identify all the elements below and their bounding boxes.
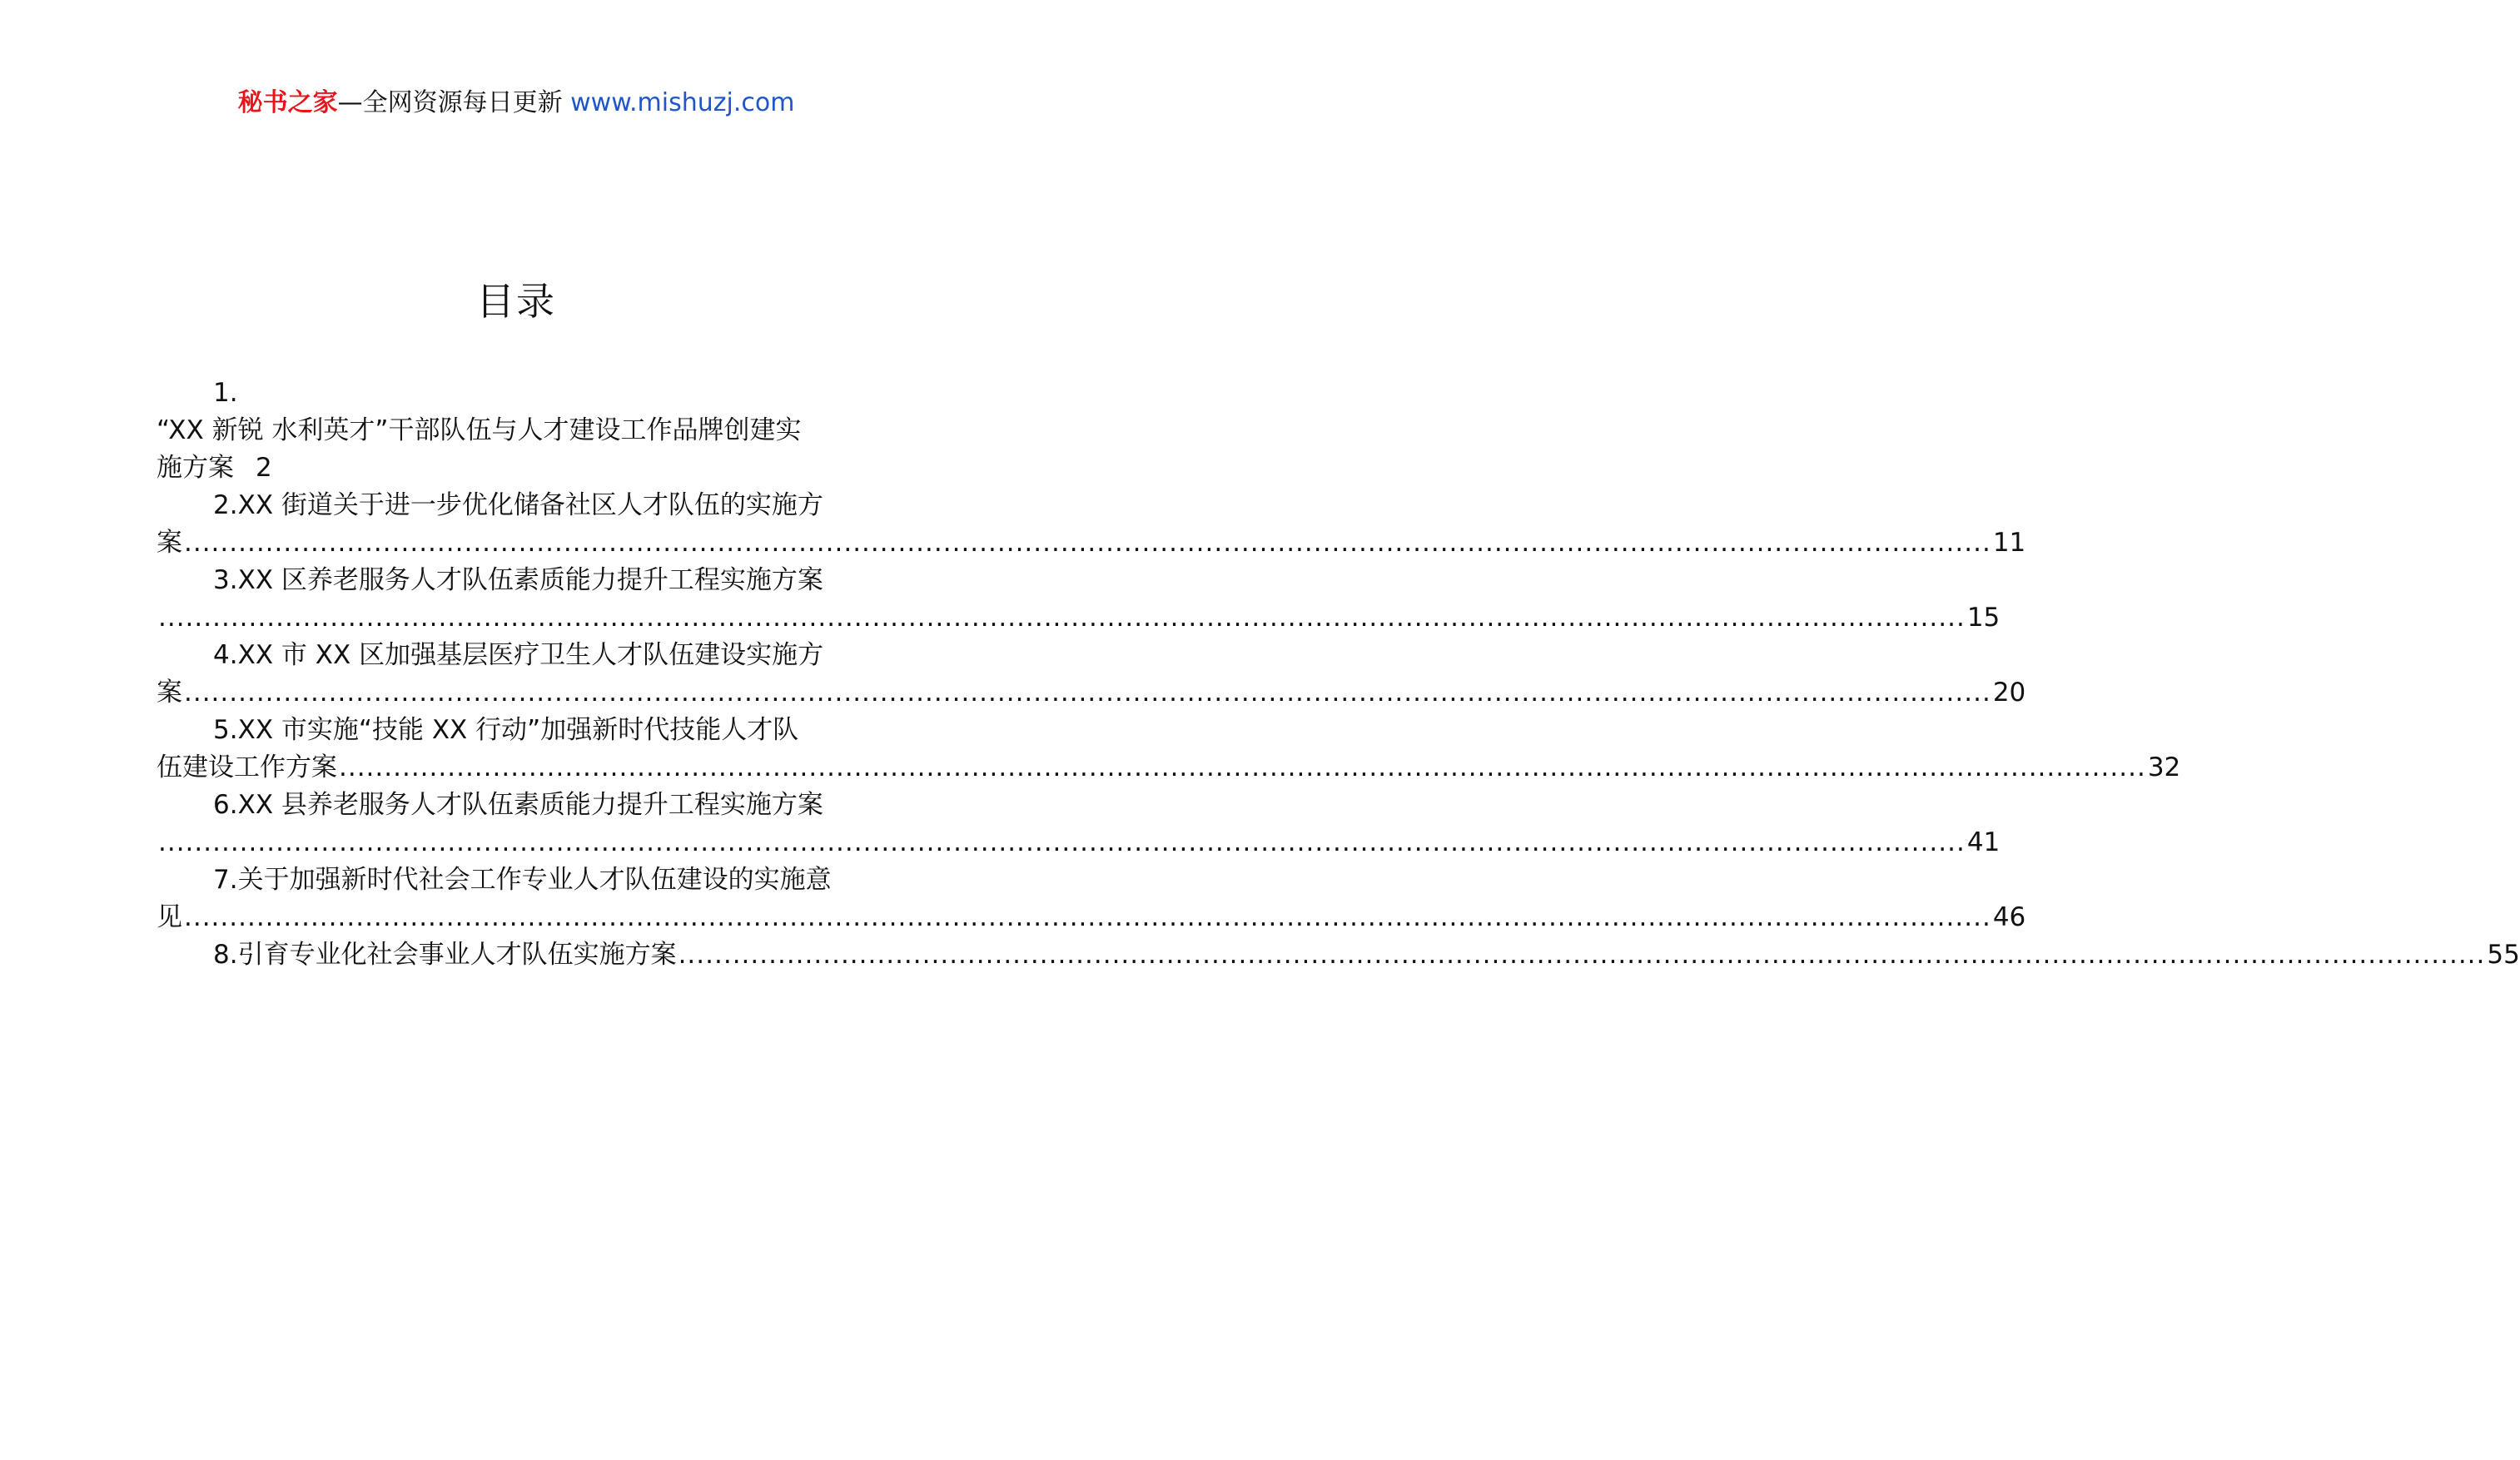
toc-entry-title-cont: 见	[157, 902, 182, 932]
toc-line	[157, 862, 872, 899]
toc-entry-6[interactable]	[157, 787, 2001, 862]
dot-leader: ........................................................................................................................................................................................................	[184, 678, 1991, 708]
toc-page-number: 2	[256, 453, 272, 483]
toc-entry-7[interactable]	[157, 862, 2026, 936]
toc-entry-2[interactable]	[157, 487, 2026, 562]
toc-entry-title-cont: 伍建设工作方案	[157, 752, 337, 782]
toc-line	[157, 824, 2001, 862]
toc-line	[157, 637, 872, 674]
toc-line	[157, 899, 2026, 936]
toc-line	[157, 449, 872, 487]
toc-page-number: 46	[1992, 902, 2026, 932]
toc-entry-title: 7.关于加强新时代社会工作专业人才队伍建设的实施意	[213, 865, 832, 895]
dot-leader: ........................................................................................................................................................................................................	[339, 752, 2146, 782]
dot-leader: ........................................................................................................................................................................................................	[158, 603, 1966, 633]
toc-entry-title-cont: 施方案	[157, 453, 234, 483]
toc-entry-4[interactable]	[157, 637, 2026, 712]
site-url[interactable]: www.mishuzj.com	[570, 88, 795, 117]
toc-page-number: 41	[1966, 827, 2001, 857]
site-header	[0, 87, 1032, 120]
header-slogan: —全网资源每日更新	[337, 88, 571, 117]
toc-entry-title-cont: 案	[157, 678, 182, 708]
toc-line	[157, 524, 2026, 562]
toc-line	[157, 375, 872, 412]
toc-entry-title: 2.XX 街道关于进一步优化储备社区人才队伍的实施方	[213, 490, 823, 520]
toc-entry-title: 6.XX 县养老服务人才队伍素质能力提升工程实施方案	[213, 790, 823, 820]
toc-page-number: 32	[2147, 752, 2181, 782]
dot-leader: ........................................................................................................................................................................................................	[158, 827, 1966, 857]
toc-entry-title: 8.引育专业化社会事业人才队伍实施方案	[213, 940, 677, 970]
toc-line	[157, 562, 872, 599]
toc-line	[157, 674, 2026, 712]
toc-entry-title: 3.XX 区养老服务人才队伍素质能力提升工程实施方案	[213, 565, 823, 595]
brand-name: 秘书之家	[237, 88, 338, 117]
toc-entry-3[interactable]	[157, 562, 2001, 637]
toc-line	[157, 787, 872, 824]
toc-line	[157, 487, 872, 524]
toc-entry-number: 1.	[213, 378, 238, 408]
dot-leader: ........................................................................................................................................................................................................	[678, 940, 2486, 970]
toc-entry-title-cont: 案	[157, 528, 182, 558]
toc-line	[157, 412, 872, 449]
toc-line	[157, 749, 2181, 787]
toc-entry-title: 5.XX 市实施“技能 XX 行动”加强新时代技能人才队	[213, 715, 799, 745]
dot-leader: ........................................................................................................................................................................................................	[184, 902, 1991, 932]
toc-entry-1[interactable]	[157, 375, 872, 487]
toc-page-number: 15	[1966, 603, 2001, 633]
toc-line	[157, 936, 2520, 974]
page-title: 目录	[476, 279, 556, 324]
toc-line	[157, 599, 2001, 637]
toc-page-number: 11	[1992, 528, 2026, 558]
toc-entry-5[interactable]	[157, 712, 2181, 787]
toc-entry-title: 4.XX 市 XX 区加强基层医疗卫生人才队伍建设实施方	[213, 640, 824, 670]
toc-page-number: 55	[2487, 940, 2520, 970]
toc-line	[157, 712, 872, 749]
toc-entry-8[interactable]	[157, 936, 2520, 974]
toc-page-number: 20	[1992, 678, 2026, 708]
toc-entry-title: “XX 新锐 水利英才”干部队伍与人才建设工作品牌创建实	[157, 415, 802, 445]
dot-leader: ........................................................................................................................................................................................................	[184, 528, 1991, 558]
table-of-contents	[157, 375, 2520, 974]
